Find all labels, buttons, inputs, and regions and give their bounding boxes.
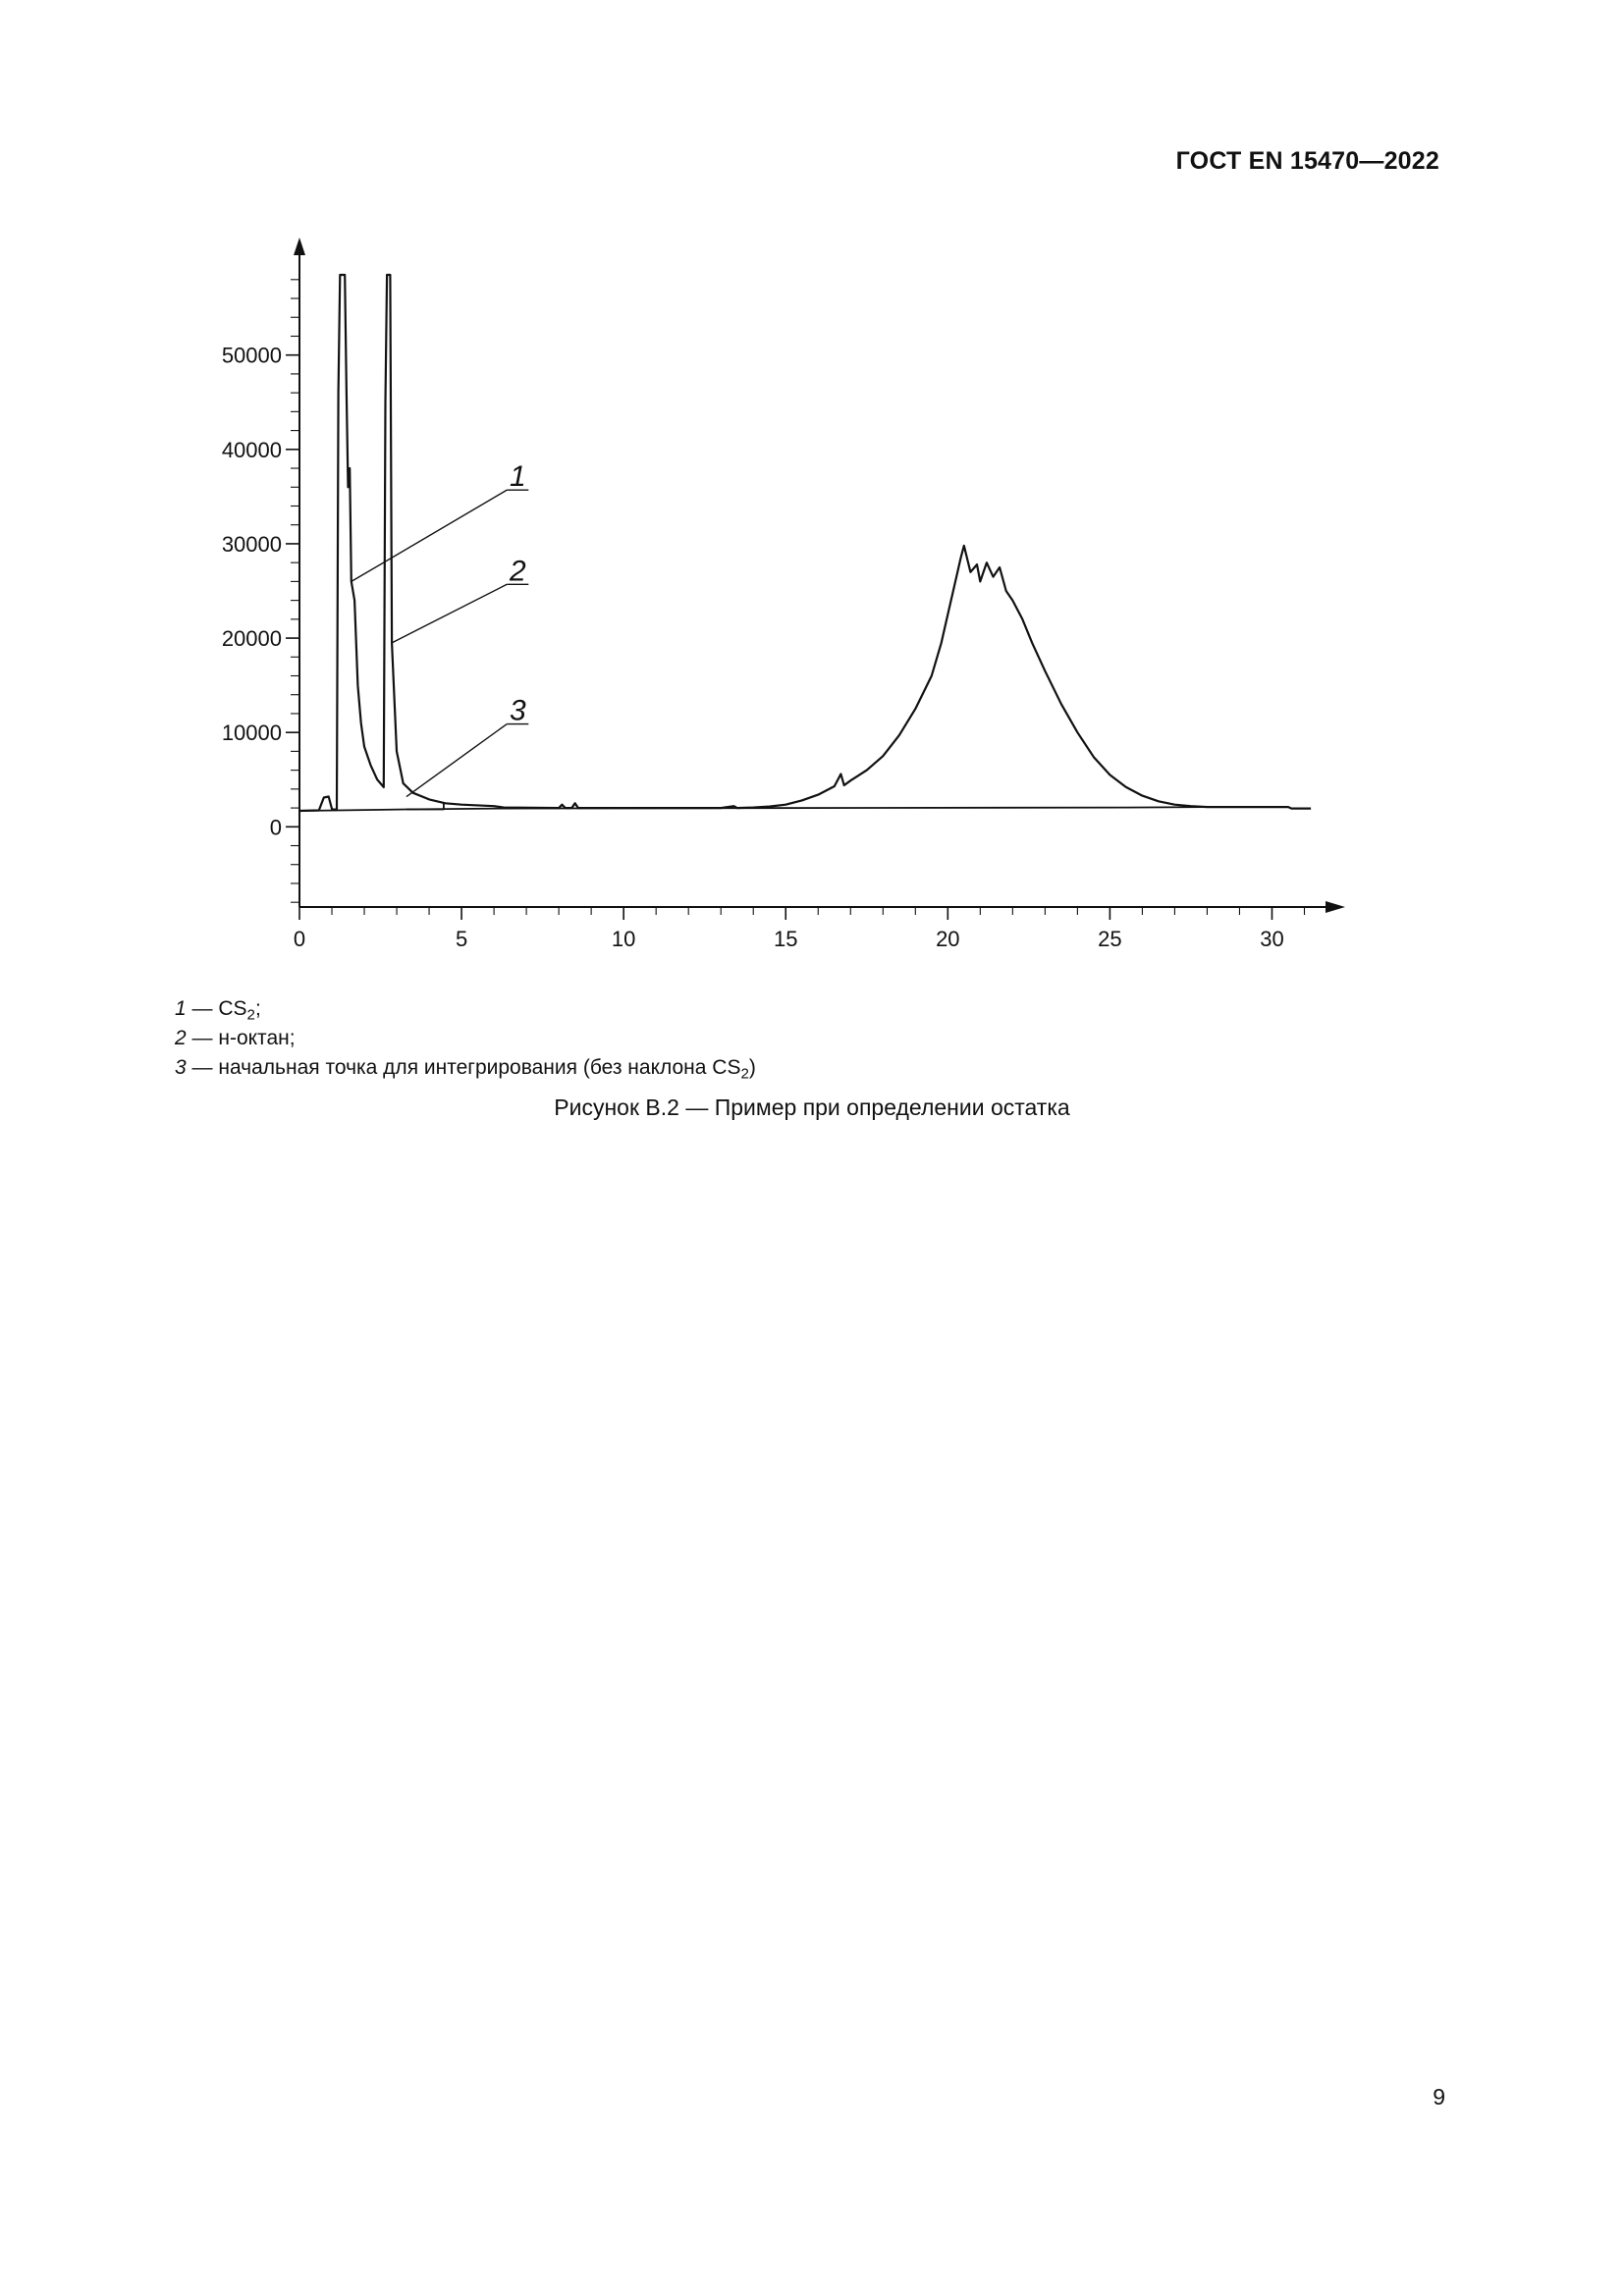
legend-item-subscript: 2	[740, 1065, 749, 1083]
legend-item-subscript: 2	[246, 1006, 255, 1024]
y-tick-label: 30000	[221, 531, 282, 557]
annotation-label: 1	[509, 460, 526, 494]
chart-axes	[294, 238, 1345, 913]
y-tick-label: 10000	[221, 721, 282, 746]
page-number: 9	[1433, 2084, 1445, 2109]
legend-item-2	[175, 1024, 756, 1053]
x-tick-label: 30	[1260, 927, 1284, 951]
legend-item-text: — н-октан;	[191, 1027, 296, 1049]
standard-number-header: ГОСТ EN 15470—2022	[1175, 147, 1439, 175]
annotation-label: 2	[509, 555, 526, 588]
legend-item-suffix: ;	[254, 997, 261, 1020]
y-tick-label: 20000	[221, 626, 282, 652]
chart-annotations	[352, 460, 528, 796]
legend-item-number: 2	[175, 1027, 187, 1049]
x-axis-arrow	[1326, 901, 1345, 913]
legend-item-1	[175, 994, 756, 1024]
chromatogram-trace	[299, 275, 1311, 811]
annotation-leader-line	[352, 490, 507, 581]
x-tick-label: 0	[293, 927, 306, 951]
x-tick-label: 20	[936, 927, 960, 951]
legend-item-number: 3	[175, 1056, 187, 1079]
chart-series	[299, 275, 1311, 811]
y-tick-label: 50000	[221, 343, 282, 368]
legend-item-suffix: )	[748, 1056, 756, 1079]
annotation-leader-line	[392, 584, 507, 643]
legend-item-text: — CS	[191, 997, 247, 1020]
chromatogram-chart	[0, 0, 1624, 991]
x-tick-label: 5	[455, 927, 468, 951]
y-axis-arrow	[294, 238, 305, 255]
y-tick-label: 0	[269, 815, 282, 840]
y-tick-label: 40000	[221, 437, 282, 462]
x-tick-label: 10	[611, 927, 636, 951]
legend-item-text: — начальная точка для интегрирования (без наклона CS	[191, 1056, 741, 1079]
annotation-leader-line	[406, 724, 507, 797]
figure-caption: Рисунок В.2 — Пример при определении остатка	[554, 1095, 1070, 1120]
annotation-label: 3	[509, 694, 526, 727]
legend-item-3	[175, 1053, 756, 1083]
x-tick-label: 25	[1098, 927, 1122, 951]
legend-item-number: 1	[175, 997, 187, 1020]
x-tick-label: 15	[773, 927, 798, 951]
figure-legend	[175, 994, 756, 1083]
